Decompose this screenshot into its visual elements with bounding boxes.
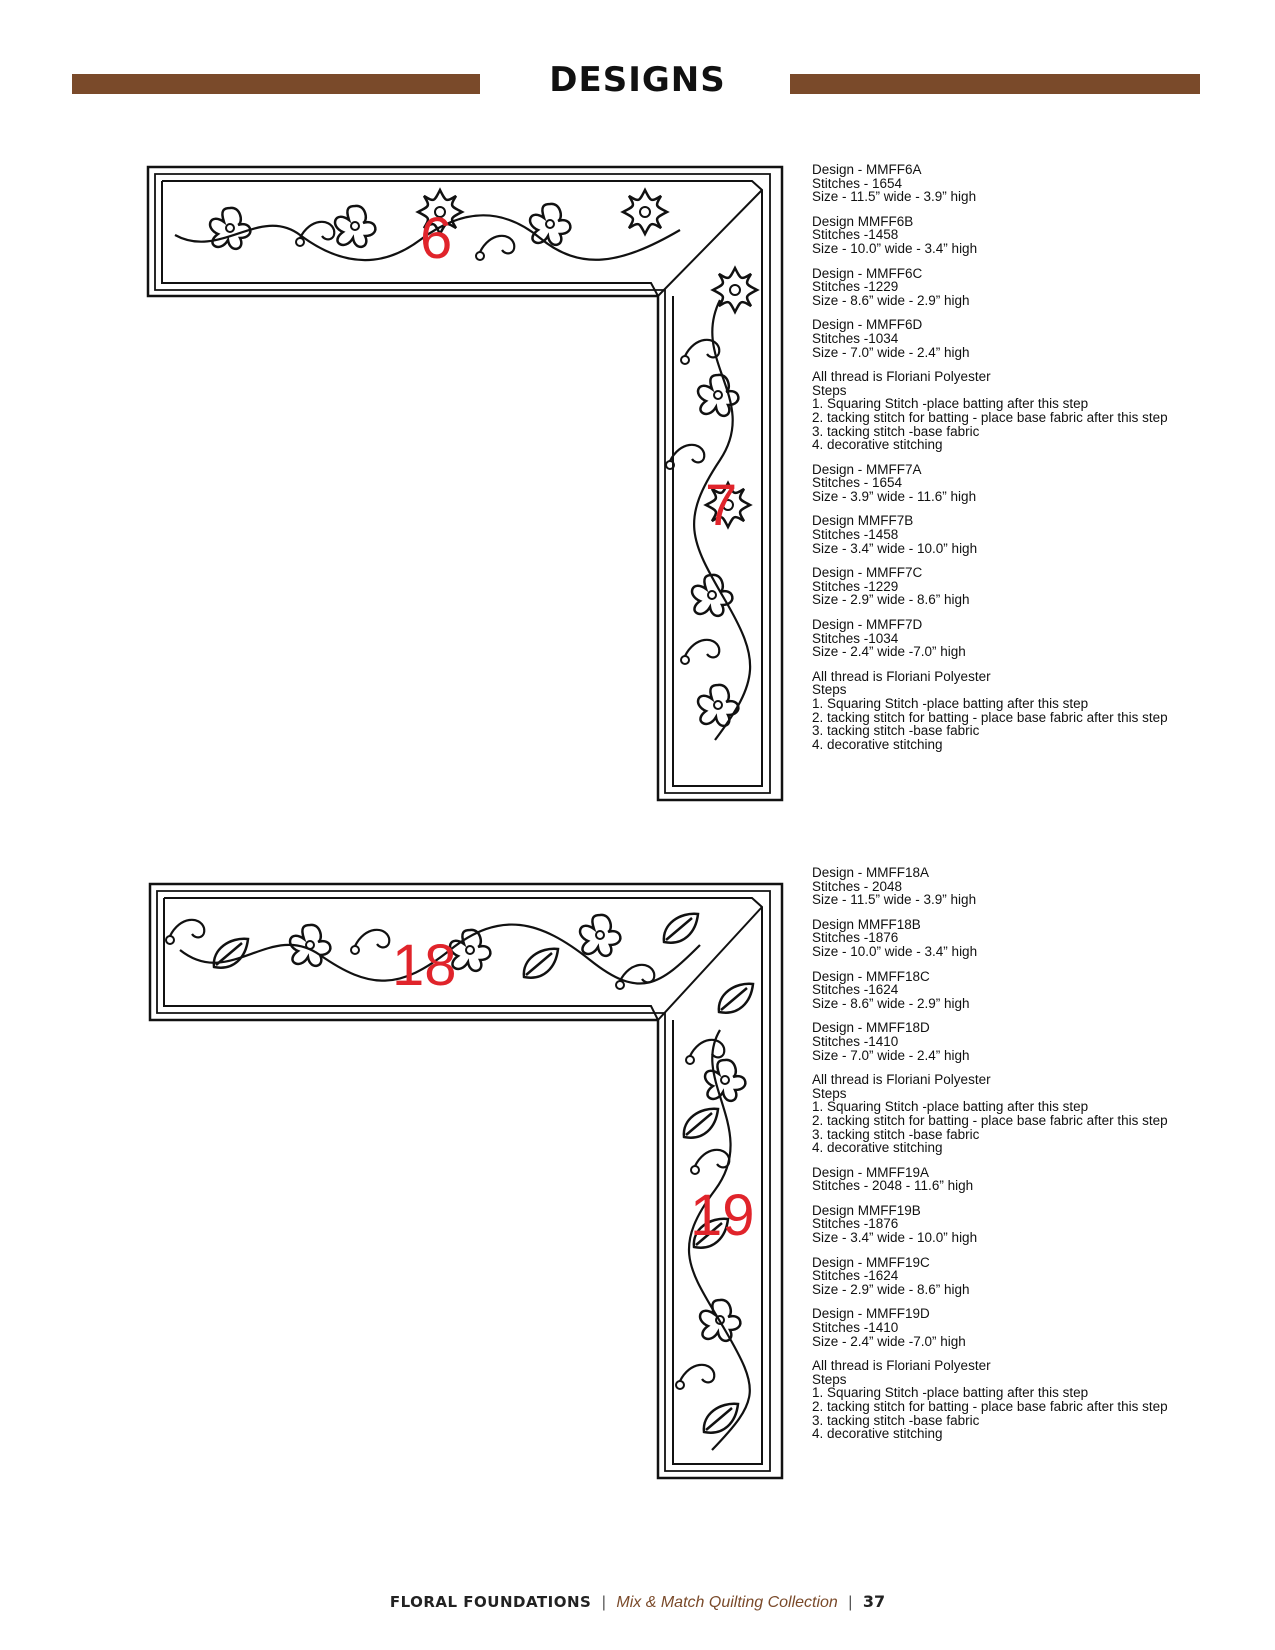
- spec-group: [812, 463, 1212, 504]
- spec-line: All thread is Floriani Polyester: [812, 668, 991, 684]
- footer-brand: FLORAL FOUNDATIONS: [389, 1593, 592, 1611]
- spec-line: Design - MMFF18C: [812, 968, 930, 984]
- footer-separator-2: |: [848, 1594, 853, 1611]
- spec-group: [812, 370, 1212, 452]
- spec-line: Design - MMFF7C: [812, 565, 923, 581]
- spec-line: Size - 3.9” wide - 11.6” high: [812, 488, 977, 504]
- spec-group: [812, 1204, 1212, 1245]
- spec-line: Size - 11.5” wide - 3.9” high: [812, 189, 977, 205]
- spec-line: 3. tacking stitch -base fabric: [812, 1126, 980, 1142]
- spec-line: 4. decorative stitching: [812, 1140, 943, 1156]
- page-footer: [0, 1592, 1275, 1612]
- spec-line: Stitches -1410: [812, 1033, 899, 1049]
- spec-line: All thread is Floriani Polyester: [812, 369, 991, 385]
- spec-line: Size - 7.0” wide - 2.4” high: [812, 1047, 970, 1063]
- spec-line: Design - MMFF18D: [812, 1020, 930, 1036]
- spec-group: [812, 918, 1212, 959]
- spec-line: 2. tacking stitch for batting - place base fabric after this step: [812, 409, 1168, 425]
- spec-line: Stitches -1034: [812, 330, 899, 346]
- spec-group: [812, 1166, 1212, 1193]
- design-number-6: 6: [420, 206, 453, 271]
- spec-line: 3. tacking stitch -base fabric: [812, 723, 980, 739]
- spec-group: [812, 267, 1212, 308]
- spec-line: Size - 2.9” wide - 8.6” high: [812, 592, 970, 608]
- spec-group: [812, 1256, 1212, 1297]
- spec-line: Design - MMFF6C: [812, 265, 923, 281]
- spec-line: Design - MMFF6A: [812, 162, 922, 177]
- spec-line: Size - 10.0” wide - 3.4” high: [812, 240, 978, 256]
- footer-subtitle: Mix & Match Quilting Collection: [616, 1594, 838, 1611]
- spec-line: Steps: [812, 682, 847, 698]
- spec-line: Design MMFF7B: [812, 513, 914, 529]
- spec-line: All thread is Floriani Polyester: [812, 1358, 991, 1374]
- spec-line: Design MMFF18B: [812, 916, 921, 932]
- design-number-18: 18: [392, 933, 457, 998]
- spec-line: Size - 10.0” wide - 3.4” high: [812, 943, 978, 959]
- spec-line: Size - 3.4” wide - 10.0” high: [812, 1230, 978, 1246]
- spec-line: Stitches -1229: [812, 578, 899, 594]
- spec-group: [812, 163, 1212, 204]
- spec-line: Size - 11.5” wide - 3.9” high: [812, 892, 977, 908]
- spec-line: Size - 7.0” wide - 2.4” high: [812, 344, 970, 360]
- spec-line: Size - 2.4” wide -7.0” high: [812, 1333, 966, 1349]
- spec-group: [812, 1359, 1212, 1441]
- spec-line: Steps: [812, 1371, 847, 1387]
- spec-line: 1. Squaring Stitch -place batting after this step: [812, 396, 1089, 412]
- spec-line: Stitches - 2048 - 11.6” high: [812, 1178, 974, 1194]
- spec-line: Stitches -1034: [812, 630, 899, 646]
- frame-18-19: [150, 884, 782, 1478]
- design-specs-18-19: [812, 866, 1212, 1452]
- spec-line: Design MMFF6B: [812, 213, 914, 229]
- frame-6-7: [148, 167, 782, 800]
- spec-line: 1. Squaring Stitch -place batting after this step: [812, 1099, 1089, 1115]
- design-specs-6-7: [812, 163, 1212, 762]
- spec-group: [812, 1073, 1212, 1155]
- spec-line: Size - 2.4” wide -7.0” high: [812, 644, 966, 660]
- spec-line: Stitches -1876: [812, 1216, 899, 1232]
- spec-line: Stitches -1624: [812, 1268, 899, 1284]
- spec-line: Design - MMFF6D: [812, 317, 923, 333]
- spec-group: [812, 866, 1212, 907]
- spec-line: Design MMFF19B: [812, 1202, 921, 1218]
- spec-line: 4. decorative stitching: [812, 1426, 943, 1442]
- spec-line: Stitches -1624: [812, 982, 899, 998]
- spec-group: [812, 970, 1212, 1011]
- spec-line: All thread is Floriani Polyester: [812, 1072, 991, 1088]
- spec-line: Design - MMFF7D: [812, 617, 923, 633]
- spec-group: [812, 670, 1212, 752]
- spec-line: Stitches -1229: [812, 279, 899, 295]
- spec-line: Stitches - 1654: [812, 475, 903, 491]
- page-title: DESIGNS: [549, 60, 726, 100]
- spec-line: Stitches - 1654: [812, 175, 903, 191]
- spec-group: [812, 1021, 1212, 1062]
- spec-line: Steps: [812, 382, 847, 398]
- spec-line: Design - MMFF7A: [812, 461, 922, 477]
- design-number-19: 19: [690, 1183, 755, 1248]
- spec-line: 1. Squaring Stitch -place batting after this step: [812, 696, 1089, 711]
- spec-line: Design - MMFF18A: [812, 865, 930, 880]
- spec-group: [812, 215, 1212, 256]
- spec-line: Size - 8.6” wide - 2.9” high: [812, 292, 970, 308]
- spec-line: 2. tacking stitch for batting - place base fabric after this step: [812, 1112, 1168, 1128]
- spec-group: [812, 1307, 1212, 1348]
- spec-line: Stitches -1458: [812, 227, 899, 243]
- spec-line: Size - 2.9” wide - 8.6” high: [812, 1281, 970, 1297]
- spec-line: 3. tacking stitch -base fabric: [812, 1412, 980, 1428]
- spec-line: Steps: [812, 1085, 847, 1101]
- spec-line: Stitches - 2048: [812, 878, 903, 894]
- spec-line: 2. tacking stitch for batting - place base fabric after this step: [812, 709, 1168, 725]
- spec-line: Size - 8.6” wide - 2.9” high: [812, 995, 970, 1011]
- spec-line: Design - MMFF19D: [812, 1306, 930, 1322]
- spec-line: Design - MMFF19A: [812, 1164, 930, 1180]
- page-number: 37: [862, 1592, 886, 1611]
- spec-group: [812, 618, 1212, 659]
- spec-line: Stitches -1458: [812, 527, 899, 543]
- footer-separator: |: [601, 1594, 606, 1611]
- spec-line: 1. Squaring Stitch -place batting after this step: [812, 1385, 1089, 1401]
- spec-line: 3. tacking stitch -base fabric: [812, 423, 980, 439]
- spec-line: 4. decorative stitching: [812, 437, 943, 453]
- spec-line: Stitches -1410: [812, 1320, 899, 1336]
- design-number-7: 7: [705, 473, 738, 538]
- spec-group: [812, 318, 1212, 359]
- spec-line: 4. decorative stitching: [812, 736, 943, 752]
- spec-group: [812, 566, 1212, 607]
- spec-line: Design - MMFF19C: [812, 1254, 930, 1270]
- spec-line: 2. tacking stitch for batting - place base fabric after this step: [812, 1399, 1168, 1414]
- spec-group: [812, 514, 1212, 555]
- spec-line: Size - 3.4” wide - 10.0” high: [812, 540, 978, 556]
- spec-line: Stitches -1876: [812, 930, 899, 946]
